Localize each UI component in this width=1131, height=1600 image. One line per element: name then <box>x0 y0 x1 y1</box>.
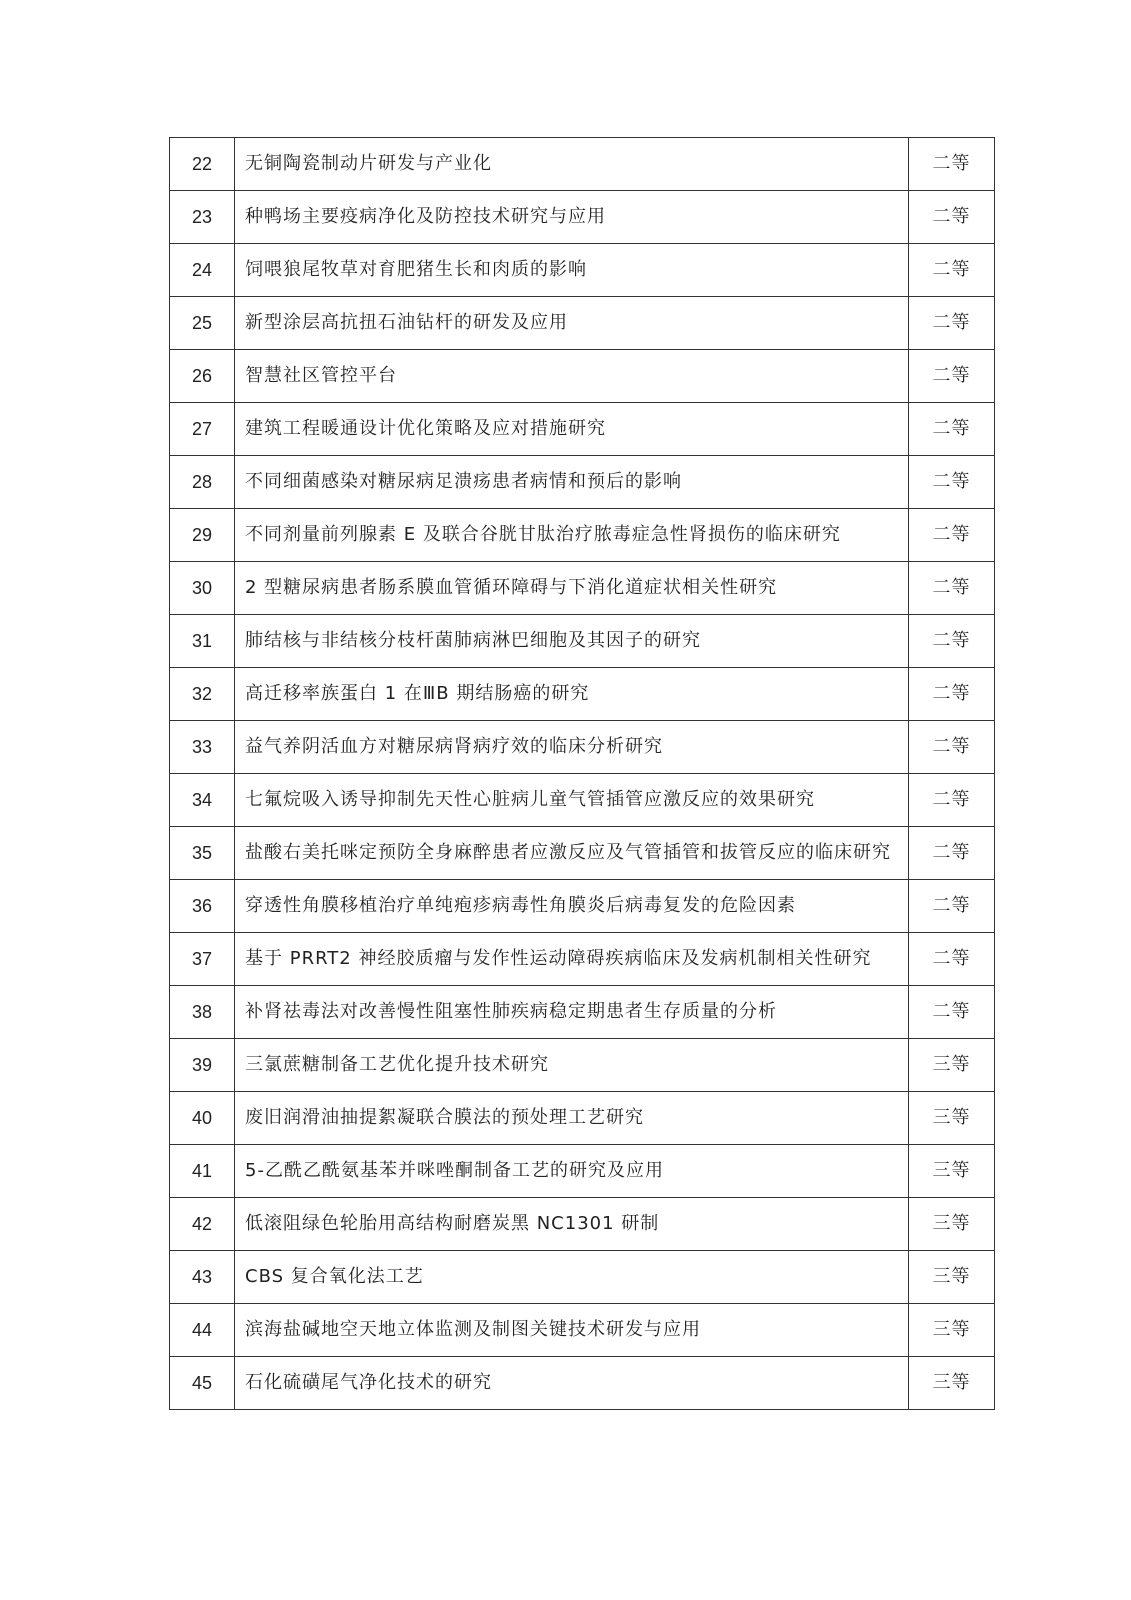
row-number: 31 <box>170 615 235 668</box>
project-name: 废旧润滑油抽提絮凝联合膜法的预处理工艺研究 <box>235 1092 909 1145</box>
project-name: 滨海盐碱地空天地立体监测及制图关键技术研发与应用 <box>235 1304 909 1357</box>
award-table-body <box>170 138 995 1410</box>
project-name: 2 型糖尿病患者肠系膜血管循环障碍与下消化道症状相关性研究 <box>235 562 909 615</box>
row-number: 34 <box>170 774 235 827</box>
award-grade: 二等 <box>909 774 995 827</box>
award-grade: 二等 <box>909 297 995 350</box>
table-row <box>170 456 995 509</box>
award-grade: 二等 <box>909 191 995 244</box>
award-grade: 三等 <box>909 1251 995 1304</box>
award-grade: 二等 <box>909 615 995 668</box>
table-row <box>170 1092 995 1145</box>
award-grade: 二等 <box>909 403 995 456</box>
project-name: 三氯蔗糖制备工艺优化提升技术研究 <box>235 1039 909 1092</box>
table-row <box>170 1304 995 1357</box>
table-row <box>170 138 995 191</box>
table-row <box>170 986 995 1039</box>
table-row <box>170 1357 995 1410</box>
row-number: 22 <box>170 138 235 191</box>
table-row <box>170 403 995 456</box>
table-row <box>170 1039 995 1092</box>
project-name: 建筑工程暖通设计优化策略及应对措施研究 <box>235 403 909 456</box>
project-name: 石化硫磺尾气净化技术的研究 <box>235 1357 909 1410</box>
award-grade: 三等 <box>909 1145 995 1198</box>
award-grade: 三等 <box>909 1304 995 1357</box>
award-grade: 三等 <box>909 1039 995 1092</box>
row-number: 26 <box>170 350 235 403</box>
award-grade: 二等 <box>909 562 995 615</box>
award-grade: 二等 <box>909 244 995 297</box>
award-grade: 二等 <box>909 880 995 933</box>
award-grade: 二等 <box>909 668 995 721</box>
project-name: 基于 PRRT2 神经胶质瘤与发作性运动障碍疾病临床及发病机制相关性研究 <box>235 933 909 986</box>
table-row <box>170 350 995 403</box>
award-grade: 二等 <box>909 456 995 509</box>
table-row <box>170 562 995 615</box>
table-row <box>170 721 995 774</box>
row-number: 37 <box>170 933 235 986</box>
project-name: CBS 复合氧化法工艺 <box>235 1251 909 1304</box>
table-row <box>170 297 995 350</box>
row-number: 43 <box>170 1251 235 1304</box>
project-name: 饲喂狼尾牧草对育肥猪生长和肉质的影响 <box>235 244 909 297</box>
award-grade: 三等 <box>909 1092 995 1145</box>
table-row <box>170 933 995 986</box>
table-row <box>170 668 995 721</box>
project-name: 智慧社区管控平台 <box>235 350 909 403</box>
table-row <box>170 880 995 933</box>
project-name: 七氟烷吸入诱导抑制先天性心脏病儿童气管插管应激反应的效果研究 <box>235 774 909 827</box>
project-name: 盐酸右美托咪定预防全身麻醉患者应激反应及气管插管和拔管反应的临床研究 <box>235 827 909 880</box>
project-name: 不同剂量前列腺素 E 及联合谷胱甘肽治疗脓毒症急性肾损伤的临床研究 <box>235 509 909 562</box>
award-grade: 二等 <box>909 509 995 562</box>
row-number: 33 <box>170 721 235 774</box>
table-row <box>170 1251 995 1304</box>
row-number: 32 <box>170 668 235 721</box>
row-number: 25 <box>170 297 235 350</box>
row-number: 40 <box>170 1092 235 1145</box>
row-number: 29 <box>170 509 235 562</box>
award-table <box>169 137 995 1410</box>
project-name: 补肾祛毒法对改善慢性阻塞性肺疾病稳定期患者生存质量的分析 <box>235 986 909 1039</box>
table-row <box>170 615 995 668</box>
row-number: 45 <box>170 1357 235 1410</box>
project-name: 高迁移率族蛋白 1 在ⅢB 期结肠癌的研究 <box>235 668 909 721</box>
project-name: 无铜陶瓷制动片研发与产业化 <box>235 138 909 191</box>
row-number: 30 <box>170 562 235 615</box>
table-row <box>170 774 995 827</box>
row-number: 24 <box>170 244 235 297</box>
row-number: 28 <box>170 456 235 509</box>
award-grade: 三等 <box>909 1198 995 1251</box>
row-number: 36 <box>170 880 235 933</box>
project-name: 不同细菌感染对糖尿病足溃疡患者病情和预后的影响 <box>235 456 909 509</box>
award-grade: 二等 <box>909 138 995 191</box>
row-number: 41 <box>170 1145 235 1198</box>
project-name: 益气养阴活血方对糖尿病肾病疗效的临床分析研究 <box>235 721 909 774</box>
project-name: 肺结核与非结核分枝杆菌肺病淋巴细胞及其因子的研究 <box>235 615 909 668</box>
project-name: 5-乙酰乙酰氨基苯并咪唑酮制备工艺的研究及应用 <box>235 1145 909 1198</box>
table-row <box>170 191 995 244</box>
award-grade: 二等 <box>909 827 995 880</box>
award-grade: 二等 <box>909 350 995 403</box>
table-row <box>170 244 995 297</box>
row-number: 23 <box>170 191 235 244</box>
table-row <box>170 827 995 880</box>
award-grade: 二等 <box>909 933 995 986</box>
project-name: 种鸭场主要疫病净化及防控技术研究与应用 <box>235 191 909 244</box>
project-name: 低滚阻绿色轮胎用高结构耐磨炭黑 NC1301 研制 <box>235 1198 909 1251</box>
table-row <box>170 1145 995 1198</box>
table-row <box>170 509 995 562</box>
project-name: 新型涂层高抗扭石油钻杆的研发及应用 <box>235 297 909 350</box>
row-number: 42 <box>170 1198 235 1251</box>
row-number: 38 <box>170 986 235 1039</box>
award-grade: 三等 <box>909 1357 995 1410</box>
award-grade: 二等 <box>909 721 995 774</box>
row-number: 39 <box>170 1039 235 1092</box>
project-name: 穿透性角膜移植治疗单纯疱疹病毒性角膜炎后病毒复发的危险因素 <box>235 880 909 933</box>
row-number: 44 <box>170 1304 235 1357</box>
row-number: 27 <box>170 403 235 456</box>
row-number: 35 <box>170 827 235 880</box>
award-grade: 二等 <box>909 986 995 1039</box>
table-row <box>170 1198 995 1251</box>
